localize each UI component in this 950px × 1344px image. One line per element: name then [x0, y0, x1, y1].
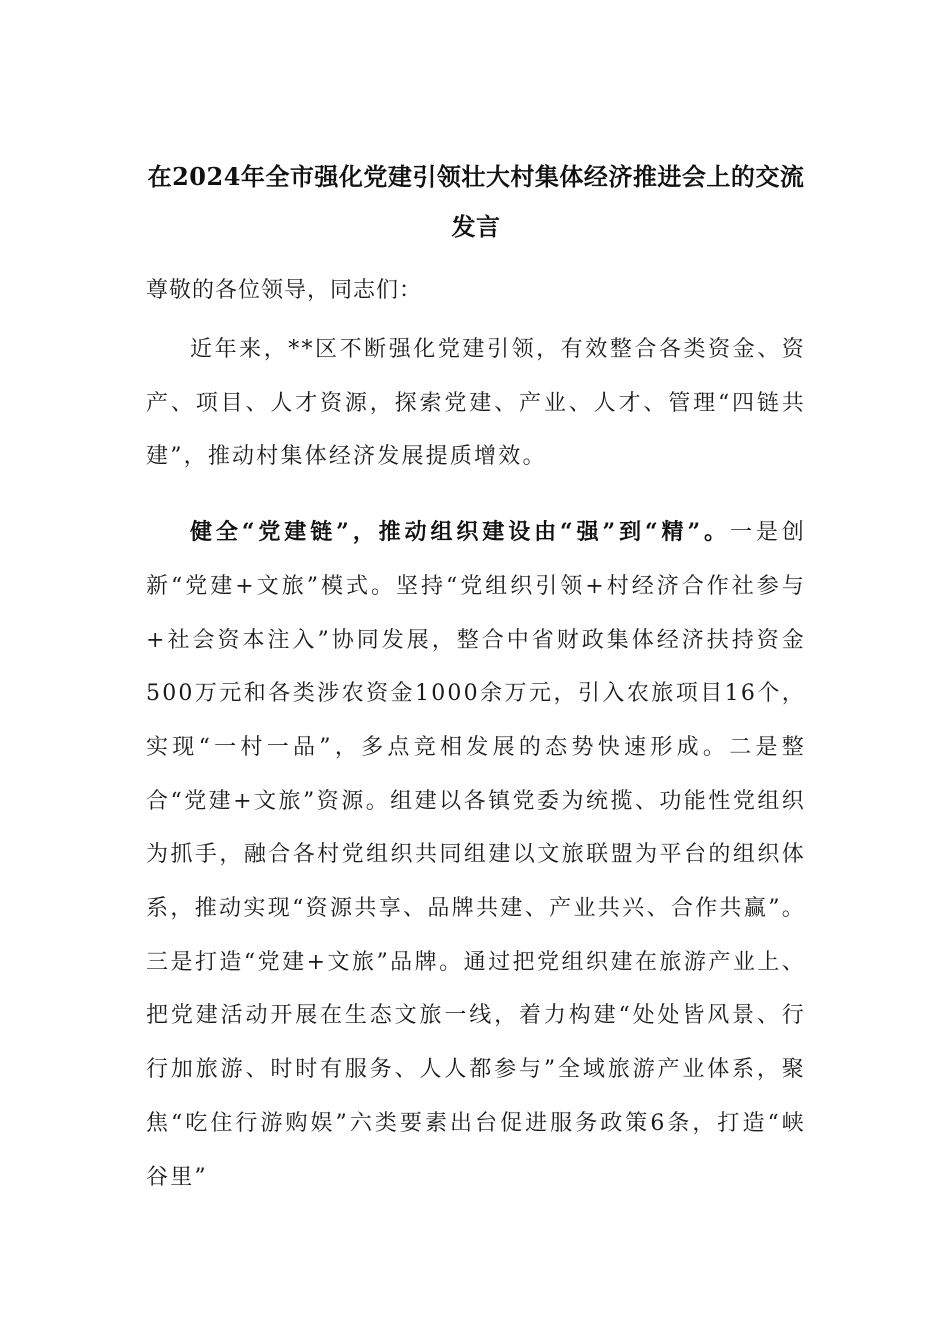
document-body [146, 152, 806, 1204]
section-paragraph [146, 506, 806, 1204]
document-title: 在2024年全市强化党建引领壮大村集体经济推进会上的交流发言 [147, 162, 805, 241]
section-body: 一是创新“党建+文旅”模式。坚持“党组织引领+村经济合作社参与+社会资本注入”协同发展，整合中省财政集体经济扶持资金500万元和各类涉农资金1000余万元，引入农旅项目16个，实现“一村一品”，多点竞相发展的态势快速形成。二是整合“党建+文旅”资源。组建以各镇党委为统揽、功能性党组织为抓手，融合各村党组织共同组建以文旅联盟为平台的组织体系，推动实现“资源共享、品牌共建、产业共兴、合作共赢”。三是打造“党建+文旅”品牌。通过把党组织建在旅游产业上、把党建活动开展在生态文旅一线，着力构建“处处皆风景、行行加旅游、时时有服务、人人都参与”全域旅游产业体系，聚焦“吃住行游购娱”六类要素出台促进服务政策6条，打造“峡谷里” [146, 520, 806, 1190]
salutation: 尊敬的各位领导，同志们： [146, 278, 423, 303]
section-heading: 健全“党建链”，推动组织建设由“强”到“精”。 [190, 519, 730, 546]
intro-paragraph: 近年来，**区不断强化党建引领，有效整合各类资金、资产、项目、人才资源，探索党建、产业、人才、管理“四链共建”，推动村集体经济发展提质增效。 [146, 337, 806, 470]
